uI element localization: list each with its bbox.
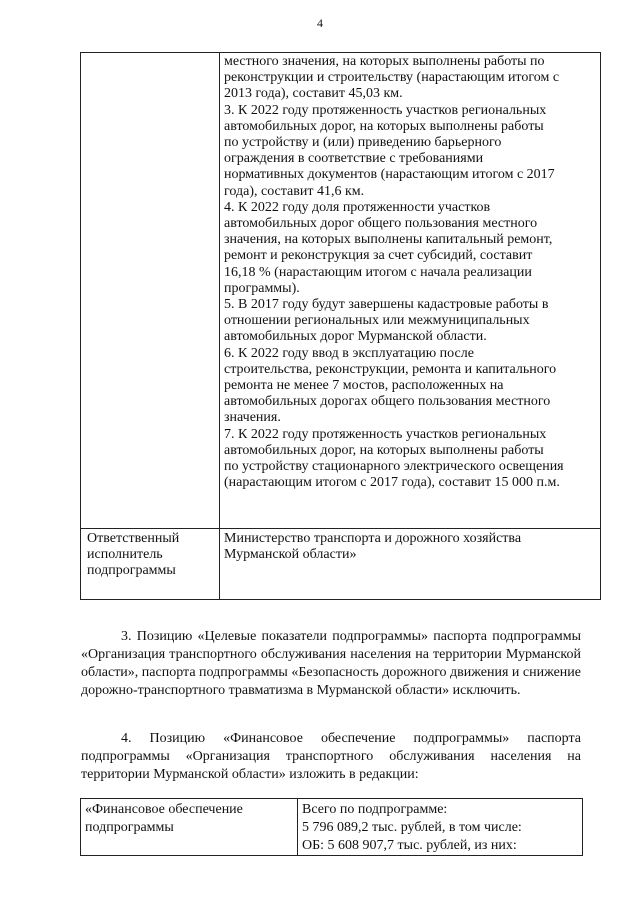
table-row (81, 53, 601, 529)
text-line: 7. К 2022 году протяженность участков региональных (224, 426, 547, 442)
passport-table-continuation (80, 52, 601, 600)
text-line: значения. (224, 410, 281, 426)
page-number: 4 (317, 16, 323, 30)
text-line: Ответственный (87, 531, 180, 546)
text-line: (нарастающим итогом с 2017 года), составит 15 000 п.м. (224, 475, 560, 491)
text-line: ОБ: 5 608 907,7 тыс. рублей, из них: (302, 838, 517, 853)
financing-table (80, 798, 583, 856)
text-line: автомобильных дорог общего пользования местного (224, 216, 538, 232)
text-line: нормативных документов (нарастающим итогом с 2017 (224, 167, 555, 183)
text-line: Министерство транспорта и дорожного хозяйства (224, 531, 522, 546)
financing-label-cell (81, 799, 298, 856)
text-line: Всего по подпрограмме: (302, 802, 448, 817)
text-line: подпрограммы (87, 563, 176, 579)
text-line: автомобильных дорогах общего пользования местного (224, 394, 551, 410)
text-line: 5 796 089,2 тыс. рублей, в том числе: (302, 820, 522, 835)
text-line: по устройству стационарного электрического освещения (224, 459, 564, 475)
text-line: ремонт и реконструкция за счет субсидий, составит (224, 248, 533, 264)
financing-value-cell (298, 799, 583, 856)
text-line: по устройству и (или) приведению барьерного (224, 135, 502, 151)
text-line: 4. К 2022 году доля протяженности участков (224, 199, 491, 215)
target-indicators-cell (220, 53, 601, 529)
paragraph-3-text: 3. Позицию «Целевые показатели подпрограммы» паспорта подпрограммы «Организация транспортного обслуживания населения на территории Мурманской области», паспорта подпрограммы «Безопасность дорожного движения и снижение дорожно-транспортного травматизма в Мурманской области» исключить. (81, 629, 581, 698)
text-line: программы). (224, 280, 300, 296)
paragraph-4-text: 4. Позицию «Финансовое обеспечение подпрограммы» паспорта подпрограммы «Организация транспортного обслуживания населения на территории Мурманской области» изложить в редакции: (81, 731, 581, 782)
paragraph-4 (81, 730, 581, 784)
table-row (81, 529, 601, 600)
text-line: 3. К 2022 году протяженность участков региональных (224, 102, 547, 118)
text-line: 5. В 2017 году будут завершены кадастровые работы в (224, 297, 549, 313)
text-line: года), составит 41,6 км. (224, 183, 365, 199)
text-line: подпрограммы (85, 820, 174, 835)
text-line: 2013 года), составит 45,03 км. (224, 86, 403, 102)
text-line: значения, на которых выполнены капитальный ремонт, (224, 232, 553, 248)
responsible-executor-value (220, 529, 601, 600)
text-line: ремонта не менее 7 мостов, расположенных на (224, 378, 504, 394)
text-line: ограждения в соответствие с требованиями (224, 151, 484, 167)
text-line: исполнитель (87, 547, 163, 563)
text-line: 16,18 % (нарастающим итогом с начала реализации (224, 264, 532, 280)
text-line: 6. К 2022 году ввод в эксплуатацию после (224, 345, 474, 361)
text-line: местного значения, на которых выполнены работы по (224, 54, 545, 69)
text-line: реконструкции и строительству (нарастающим итогом с (224, 70, 560, 86)
responsible-executor-label (81, 529, 220, 600)
text-line: «Финансовое обеспечение (85, 802, 243, 817)
paragraph-3 (81, 628, 581, 700)
text-line: отношении региональных или межмуниципальных (224, 313, 530, 329)
text-line: Мурманской области» (224, 547, 357, 563)
table-cell-blank (81, 53, 220, 529)
text-line: автомобильных дорог Мурманской области. (224, 329, 487, 345)
text-line: автомобильных дорог, на которых выполнены работы (224, 442, 544, 458)
table-row (81, 799, 583, 856)
text-line: автомобильных дорог, на которых выполнены работы (224, 118, 544, 134)
text-line: строительства, реконструкции, ремонта и капитального (224, 361, 557, 377)
